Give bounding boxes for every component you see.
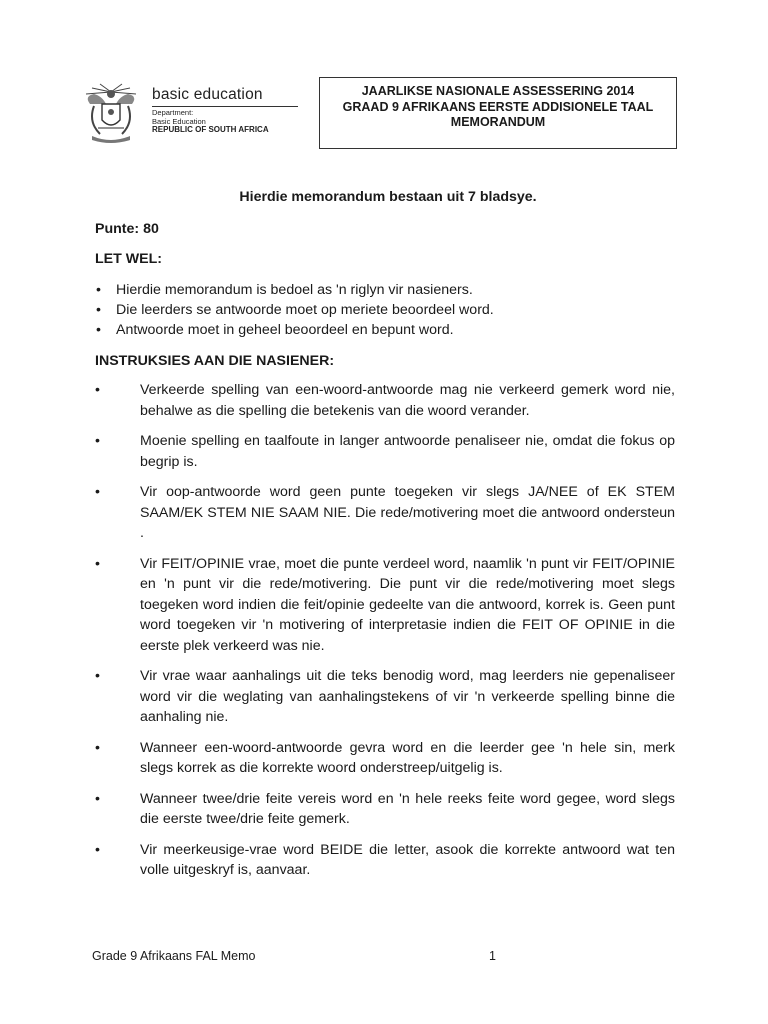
instruction-text: Wanneer twee/drie feite vereis word en 'n hele reeks feite word gegee, word slegs die eerste twee/drie feite gemerk. — [140, 790, 675, 827]
list-item — [95, 840, 675, 881]
list-item — [95, 482, 675, 544]
bullet-icon: • — [95, 668, 100, 684]
instruction-list — [95, 380, 675, 881]
note-list — [95, 280, 675, 340]
exam-title-line-1: JAARLIKSE NASIONALE ASSESSERING 2014 — [361, 84, 635, 98]
note-text: Antwoorde moet in geheel beoordeel en bepunt word. — [116, 322, 454, 338]
list-item — [95, 320, 675, 340]
bullet-icon: • — [95, 739, 100, 756]
logo-department: Department: — [152, 108, 194, 117]
instruction-text: Vir meerkeusige-vrae word BEIDE die letter, asook die korrekte antwoord wat ten volle uitgeskryf is, aanvaar. — [140, 841, 675, 878]
bullet-icon: • — [96, 282, 101, 298]
list-item — [95, 300, 675, 320]
list-item — [95, 431, 675, 472]
total-marks: Punte: 80 — [95, 221, 159, 237]
logo-department-name: Basic Education — [152, 116, 206, 126]
exam-title-box — [319, 77, 677, 149]
department-logo — [80, 82, 300, 144]
bullet-icon: • — [96, 302, 101, 318]
memo-content — [95, 188, 675, 891]
note-heading: LET WEL: — [95, 251, 162, 267]
list-item — [95, 666, 675, 728]
exam-title-line-2: GRAAD 9 AFRIKAANS EERSTE ADDISIONELE TAAL — [342, 99, 654, 114]
footer-label: Grade 9 Afrikaans FAL Memo — [92, 949, 256, 963]
logo-title: basic education — [152, 86, 263, 103]
instruction-text: Verkeerde spelling van een-woord-antwoorde mag nie verkeerd gemerk word nie, behalwe as die spelling die betekenis van die woord verander. — [140, 382, 675, 419]
page-number: 1 — [489, 949, 496, 963]
instruction-text: Vir vrae waar aanhalings uit die teks benodig word, mag leerders nie gepenaliseer word vir die weglating van aanhalingstekens of vir 'n verkeerde spelling binne die aanhaling nie. — [140, 668, 675, 725]
bullet-icon: • — [95, 555, 100, 572]
list-item — [95, 280, 675, 300]
logo-country: REPUBLIC OF SOUTH AFRICA — [152, 125, 269, 135]
instruction-text: Vir oop-antwoorde word geen punte toegeken vir slegs JA/NEE of EK STEM SAAM/EK STEM NIE SAAM NIE. Die rede/motivering moet die antwoord ondersteun . — [140, 484, 675, 541]
bullet-icon: • — [95, 484, 100, 500]
note-text: Die leerders se antwoorde moet op meriete beoordeel word. — [116, 302, 494, 318]
exam-title-line-3: MEMORANDUM — [450, 115, 546, 129]
page-count-statement: Hierdie memorandum bestaan uit 7 bladsye. — [239, 189, 537, 205]
logo-divider — [152, 106, 298, 107]
instruction-text: Wanneer een-woord-antwoorde gevra word en die leerder gee 'n hele sin, merk slegs korrek as die korrekte woord onderstreep/uitgelig is. — [140, 739, 675, 776]
bullet-icon: • — [95, 841, 100, 858]
list-item — [95, 738, 675, 779]
list-item — [95, 789, 675, 830]
instruction-text: Vir FEIT/OPINIE vrae, moet die punte verdeel word, naamlik 'n punt vir FEIT/OPINIE en 'n punt vir die rede/motivering. Die punt vir die rede/motivering moet slegs toegeken word indien die feit/opinie gedeelte van die antwoord, korrek is. Geen punt word toegeken vir 'n motivering of interpretasie indien die FEIT OF OPINIE in die eerste plek verkeerd was nie. — [140, 555, 675, 654]
coat-of-arms-icon — [80, 82, 142, 144]
note-text: Hierdie memorandum is bedoel as 'n riglyn vir nasieners. — [116, 282, 473, 298]
list-item — [95, 554, 675, 657]
bullet-icon: • — [95, 382, 100, 398]
instructions-heading: INSTRUKSIES AAN DIE NASIENER: — [95, 353, 335, 369]
instruction-text: Moenie spelling en taalfoute in langer antwoorde penaliseer nie, omdat die fokus op begrip is. — [140, 433, 675, 470]
bullet-icon: • — [95, 790, 100, 807]
bullet-icon: • — [96, 322, 101, 338]
list-item — [95, 380, 675, 421]
bullet-icon: • — [95, 433, 100, 449]
